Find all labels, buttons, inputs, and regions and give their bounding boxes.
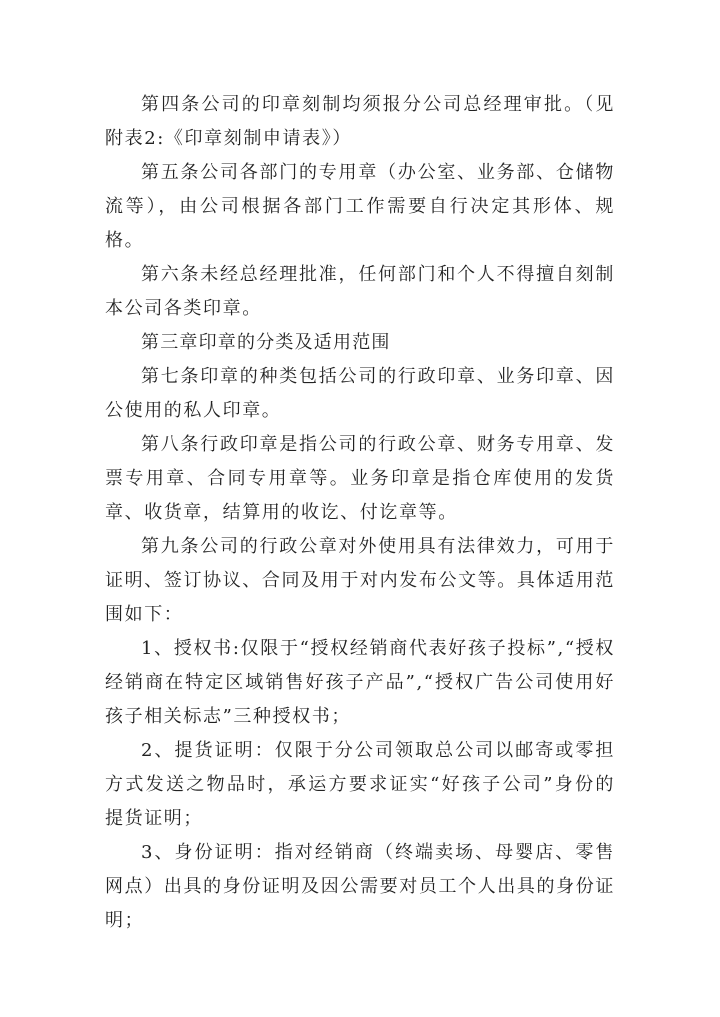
document-page xyxy=(105,88,615,938)
chapter-3-heading: 第三章印章的分类及适用范围 xyxy=(141,332,391,353)
article-6-paragraph: 第六条未经总经理批准，任何部门和个人不得擅自刻制本公司各类印章。 xyxy=(105,264,615,319)
article-5-paragraph: 第五条公司各部门的专用章（办公室、业务部、仓储物流等），由公司根据各部门工作需要自行决定其形体、规格。 xyxy=(105,162,615,251)
article-7-paragraph: 第七条印章的种类包括公司的行政印章、业务印章、因公使用的私人印章。 xyxy=(105,366,615,421)
article-9-paragraph: 第九条公司的行政公章对外使用具有法律效力，可用于证明、签订协议、合同及用于对内发布公文等。具体适用范围如下： xyxy=(105,536,615,625)
list-item-authorization-letter: 1、授权书:仅限于“授权经销商代表好孩子投标”,“授权经销商在特定区域销售好孩子产品”,“授权广告公司使用好孩子相关标志”三种授权书； xyxy=(105,638,615,727)
article-4-paragraph: 第四条公司的印章刻制均须报分公司总经理审批。（见附表2:《印章刻制申请表》） xyxy=(105,94,615,149)
list-item-pickup-certificate: 2、提货证明：仅限于分公司领取总公司以邮寄或零担方式发送之物品时，承运方要求证实“好孩子公司”身份的提货证明； xyxy=(105,740,615,829)
list-item-identity-certificate: 3、身份证明：指对经销商（终端卖场、母婴店、零售网点）出具的身份证明及因公需要对员工个人出具的身份证明； xyxy=(105,842,615,931)
article-8-paragraph: 第八条行政印章是指公司的行政公章、财务专用章、发票专用章、合同专用章等。业务印章是指仓库使用的发货章、收货章，结算用的收讫、付讫章等。 xyxy=(105,434,615,523)
